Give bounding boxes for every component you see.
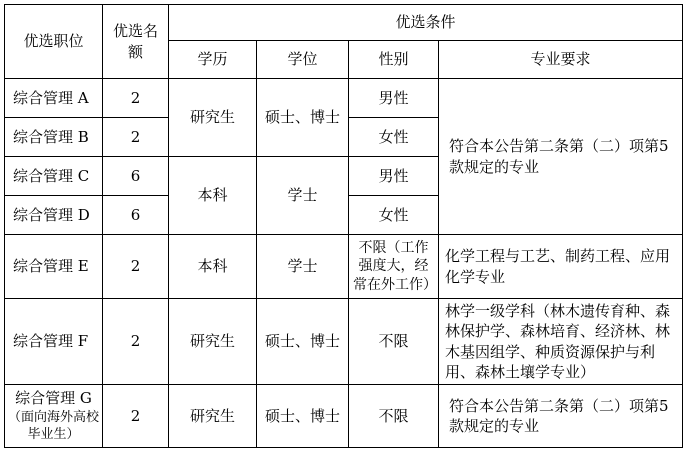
degree-cd: 学士 (257, 157, 349, 235)
quota-g: 2 (103, 385, 169, 448)
header-position: 优选职位 (5, 5, 103, 79)
education-ab: 研究生 (169, 79, 257, 157)
quota-a: 2 (103, 79, 169, 118)
quota-b: 2 (103, 118, 169, 157)
quota-d: 6 (103, 196, 169, 235)
gender-c: 男性 (349, 157, 439, 196)
position-g (5, 385, 103, 448)
degree-ab: 硕士、博士 (257, 79, 349, 157)
gender-b: 女性 (349, 118, 439, 157)
recruitment-table (4, 4, 683, 448)
position-g-note: （面向海外高校毕业生） (7, 409, 99, 443)
gender-f: 不限 (349, 299, 439, 385)
education-f: 研究生 (169, 299, 257, 385)
position-a: 综合管理 A (5, 79, 103, 118)
major-f: 林学一级学科（林木遗传育种、森林保护学、森林培育、经济林、林木基因组学、种质资源保护与利用、森林土壤学专业） (439, 299, 683, 385)
major-a-to-d: 符合本公告第二条第（二）项第5款规定的专业 (439, 79, 683, 235)
position-e: 综合管理 E (5, 235, 103, 299)
quota-e: 2 (103, 235, 169, 299)
header-education: 学历 (169, 41, 257, 79)
degree-e: 学士 (257, 235, 349, 299)
position-b: 综合管理 B (5, 118, 103, 157)
education-cd: 本科 (169, 157, 257, 235)
gender-d: 女性 (349, 196, 439, 235)
position-d: 综合管理 D (5, 196, 103, 235)
header-conditions: 优选条件 (169, 5, 683, 41)
education-g: 研究生 (169, 385, 257, 448)
degree-g: 硕士、博士 (257, 385, 349, 448)
gender-a: 男性 (349, 79, 439, 118)
position-g-name: 综合管理 G (15, 389, 92, 408)
gender-e: 不限（工作强度大，经常在外工作） (349, 235, 439, 299)
position-f: 综合管理 F (5, 299, 103, 385)
degree-f: 硕士、博士 (257, 299, 349, 385)
major-e: 化学工程与工艺、制药工程、应用化学专业 (439, 235, 683, 299)
header-quota: 优选名额 (103, 5, 169, 79)
quota-f: 2 (103, 299, 169, 385)
quota-c: 6 (103, 157, 169, 196)
position-c: 综合管理 C (5, 157, 103, 196)
gender-g: 不限 (349, 385, 439, 448)
education-e: 本科 (169, 235, 257, 299)
header-degree: 学位 (257, 41, 349, 79)
header-gender: 性别 (349, 41, 439, 79)
major-g: 符合本公告第二条第（二）项第5款规定的专业 (439, 385, 683, 448)
header-major: 专业要求 (439, 41, 683, 79)
